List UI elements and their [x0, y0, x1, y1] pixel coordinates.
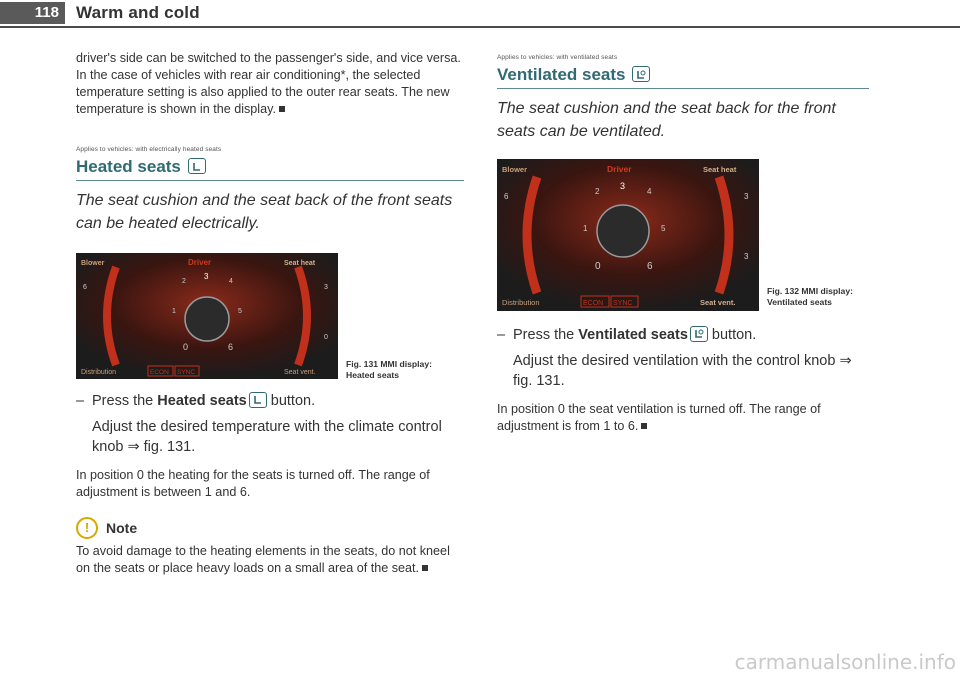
figure-131 — [76, 253, 464, 383]
right-column — [497, 54, 869, 435]
seat-heat-label: Seat heat — [284, 260, 316, 267]
dial-tick-3: 3 — [204, 272, 209, 281]
dial-tick-0: 0 — [595, 261, 601, 272]
dial-tick-1: 1 — [172, 308, 176, 315]
step-2: Adjust the desired temperature with the climate control knob ⇒ fig. 131. — [92, 419, 442, 455]
seat-heat-value-top: 3 — [324, 284, 328, 291]
page-header — [0, 0, 960, 26]
blower-label: Blower — [502, 165, 528, 174]
heated-seats-heading: Heated seats — [76, 157, 464, 181]
dial-tick-4: 4 — [229, 278, 233, 285]
mmi-display-heated — [76, 253, 338, 379]
intro-paragraph: driver's side can be switched to the passenger's side, and vice versa. In the case of vehicles with rear air conditioning*, the selected temperature setting is also applied to the outer rear seats. The new temperature is shown in the display. — [76, 51, 461, 116]
note-block — [76, 517, 464, 539]
dial-tick-2: 2 — [182, 278, 186, 285]
dial-tick-0: 0 — [183, 342, 189, 352]
dial-tick-4: 4 — [647, 187, 652, 196]
mmi-display-ventilated — [497, 159, 759, 311]
ventilation-range-paragraph: In position 0 the seat ventilation is turned off. The range of adjustment is from 1 to 6. — [497, 402, 821, 433]
blower-value: 6 — [83, 284, 87, 291]
sync-button: SYNC — [613, 300, 633, 307]
page-number: 118 — [0, 2, 65, 24]
dial-tick-6: 6 — [228, 342, 234, 352]
blower-value: 6 — [504, 192, 509, 201]
seat-heat-value-bottom: 0 — [324, 334, 328, 341]
dial-tick-5: 5 — [238, 308, 242, 315]
left-column — [76, 50, 464, 577]
watermark: carmanualsonline.info — [734, 650, 956, 674]
driver-label: Driver — [607, 164, 632, 174]
dial-tick-1: 1 — [583, 224, 588, 233]
heating-range-paragraph: In position 0 the heating for the seats is turned off. The range of adjustment is between 1 and 6. — [76, 468, 430, 499]
dial-tick-6: 6 — [647, 261, 653, 272]
figure-131-caption: Fig. 131 MMI display: Heated seats — [346, 359, 432, 380]
note-text: To avoid damage to the heating elements in the seats, do not kneel on the seats or place heavy loads on a small area of the seat. — [76, 544, 450, 575]
figure-132-caption: Fig. 132 MMI display: Ventilated seats — [767, 286, 853, 307]
driver-label: Driver — [188, 258, 212, 267]
note-title: Note — [106, 520, 138, 536]
applies-note: Applies to vehicles: with ventilated seats — [497, 54, 618, 61]
ventilated-seat-icon — [632, 66, 650, 82]
figure-132 — [497, 159, 869, 319]
dial-tick-2: 2 — [595, 187, 600, 196]
step-1: – Press the Heated seats button. — [76, 393, 316, 409]
heated-seats-intro: The seat cushion and the seat back of the front seats can be heated electrically. — [76, 192, 453, 232]
seat-heat-value-bottom: 3 — [744, 252, 749, 261]
distribution-label: Distribution — [81, 369, 117, 376]
dial-tick-3: 3 — [620, 181, 626, 191]
blower-label: Blower — [81, 260, 105, 267]
end-marker-icon — [279, 106, 285, 112]
distribution-label: Distribution — [502, 298, 540, 307]
seat-vent-label: Seat vent. — [700, 298, 736, 307]
econ-button: ECON — [150, 369, 169, 376]
seat-heat-label: Seat heat — [703, 165, 737, 174]
ventilated-seats-intro: The seat cushion and the seat back for the front seats can be ventilated. — [497, 100, 836, 140]
note-warning-icon: ! — [76, 517, 98, 539]
ventilated-seat-button-icon — [690, 326, 708, 342]
step-2: Adjust the desired ventilation with the control knob ⇒ fig. 131. — [513, 353, 852, 389]
step-1: – Press the Ventilated seats button. — [497, 327, 757, 343]
seat-heat-value-top: 3 — [744, 192, 749, 201]
sync-button: SYNC — [177, 369, 196, 376]
section-title: Warm and cold — [76, 3, 200, 22]
end-marker-icon — [641, 423, 647, 429]
heated-seat-icon — [188, 158, 206, 174]
ventilated-seats-heading: Ventilated seats — [497, 65, 869, 89]
end-marker-icon — [422, 565, 428, 571]
dial-tick-5: 5 — [661, 224, 666, 233]
seat-vent-label: Seat vent. — [284, 369, 316, 376]
applies-note: Applies to vehicles: with electrically heated seats — [76, 146, 222, 153]
heated-seat-button-icon — [249, 392, 267, 408]
header-rule — [0, 26, 960, 28]
econ-button: ECON — [583, 300, 604, 307]
